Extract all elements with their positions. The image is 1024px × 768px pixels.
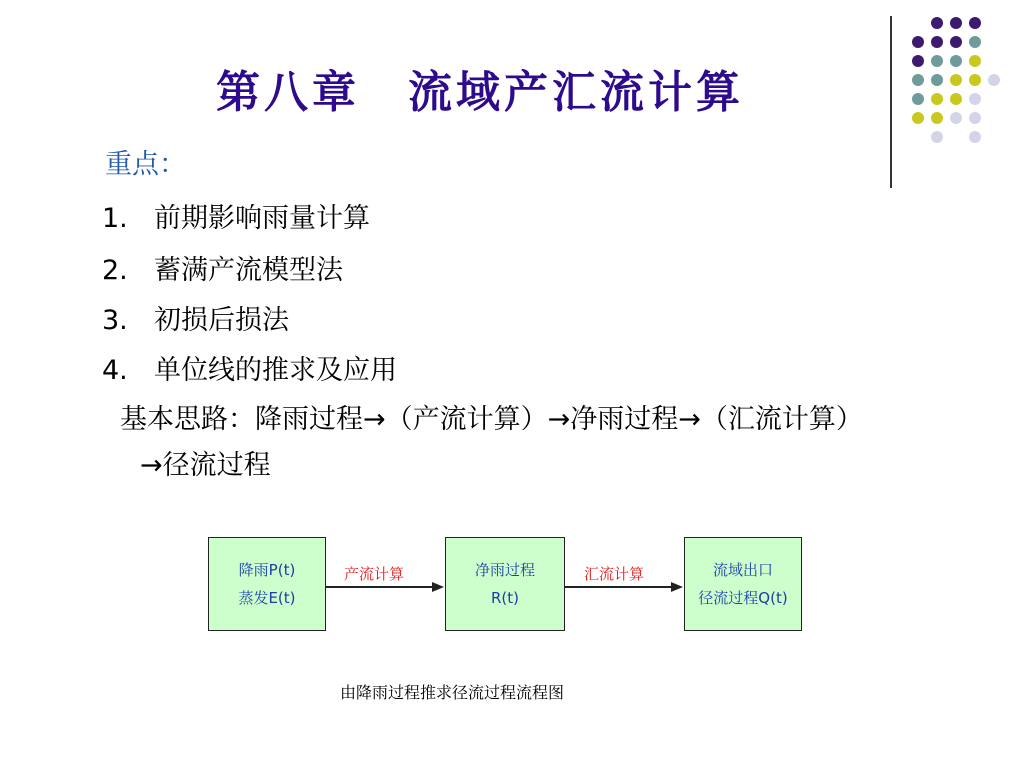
key-points-label: 重点： bbox=[105, 149, 186, 180]
decorative-dot bbox=[912, 112, 924, 124]
figure-caption: 由降雨过程推求径流过程流程图 bbox=[340, 683, 565, 702]
flow-box-line: 流域出口 bbox=[712, 561, 773, 579]
flow-box-line: 净雨过程 bbox=[474, 561, 535, 579]
decorative-dot bbox=[950, 36, 962, 48]
decorative-divider bbox=[890, 16, 892, 188]
decorative-dot bbox=[931, 36, 943, 48]
flow-box-line: 径流过程Q(t) bbox=[698, 589, 788, 607]
decorative-dot bbox=[969, 112, 981, 124]
decorative-dot bbox=[912, 74, 924, 86]
decorative-dot bbox=[950, 17, 962, 29]
flow-arrow bbox=[326, 586, 432, 588]
flow-box-line: 降雨P(t) bbox=[238, 561, 296, 579]
decorative-dot bbox=[912, 55, 924, 67]
list-item bbox=[102, 348, 397, 387]
flow-box-net-rainfall bbox=[445, 537, 565, 631]
decorative-dot bbox=[931, 55, 943, 67]
decorative-dot bbox=[950, 55, 962, 67]
decorative-dot bbox=[950, 93, 962, 105]
decorative-dot bbox=[969, 36, 981, 48]
list-item-text: 单位线的推求及应用 bbox=[154, 355, 397, 386]
decorative-dot bbox=[969, 131, 981, 143]
flow-box-line: R(t) bbox=[490, 589, 519, 607]
decorative-dot bbox=[950, 112, 962, 124]
list-item-number: 4. bbox=[102, 355, 128, 386]
list-item-number: 3. bbox=[102, 305, 128, 336]
arrow-label-runoff-generation: 产流计算 bbox=[344, 565, 405, 583]
decorative-dot bbox=[931, 74, 943, 86]
decorative-dot bbox=[931, 17, 943, 29]
decorative-dot bbox=[969, 17, 981, 29]
decorative-dot bbox=[988, 74, 1000, 86]
approach-line-1: 基本思路：降雨过程→（产流计算）→净雨过程→（汇流计算） bbox=[120, 404, 863, 435]
flow-box-line: 蒸发E(t) bbox=[238, 589, 296, 607]
flow-box-rainfall bbox=[208, 537, 326, 631]
slide-title: 第八章 流域产汇流计算 bbox=[216, 67, 744, 118]
list-item-text: 蓄满产流模型法 bbox=[154, 255, 343, 286]
decorative-dot bbox=[969, 93, 981, 105]
list-item-number: 1. bbox=[102, 203, 128, 234]
decorative-dot bbox=[931, 112, 943, 124]
decorative-dot bbox=[912, 93, 924, 105]
flow-arrow bbox=[565, 586, 671, 588]
decorative-dot bbox=[912, 36, 924, 48]
decorative-dot bbox=[950, 74, 962, 86]
list-item-text: 前期影响雨量计算 bbox=[154, 203, 370, 234]
list-item-number: 2. bbox=[102, 255, 128, 286]
arrow-head-icon bbox=[671, 582, 683, 592]
list-item bbox=[102, 196, 370, 235]
decorative-dot bbox=[931, 131, 943, 143]
decorative-dot bbox=[969, 74, 981, 86]
arrow-head-icon bbox=[432, 582, 444, 592]
decorative-dot bbox=[931, 93, 943, 105]
approach-line-2: →径流过程 bbox=[140, 450, 271, 481]
decorative-dot bbox=[969, 55, 981, 67]
arrow-label-flow-routing: 汇流计算 bbox=[584, 565, 645, 583]
list-item-text: 初损后损法 bbox=[154, 305, 289, 336]
list-item bbox=[102, 248, 343, 287]
flow-box-outlet bbox=[684, 537, 802, 631]
list-item bbox=[102, 298, 289, 337]
